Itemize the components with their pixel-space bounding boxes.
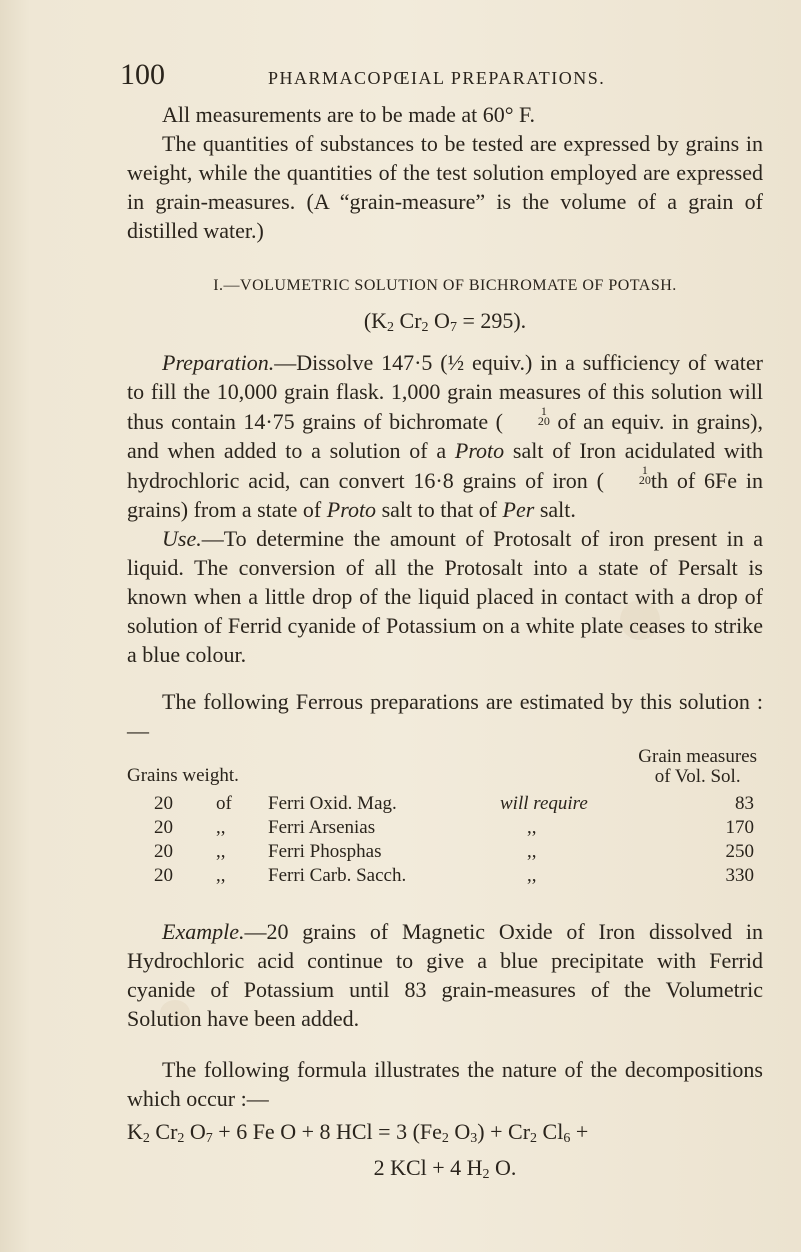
page-header bbox=[120, 58, 760, 92]
use-paragraph: Use.—To determine the amount of Protosalt of iron present in a liquid. The conversion of all the Protosalt into a state of Persalt is known when a little drop of the liquid placed in contact with a drop of solution of Ferrid cyanide of Potassium on a white plate ceases to strike a blue colour. bbox=[127, 526, 763, 667]
preparation-paragraph: Preparation.—Dissolve 147·5 (½ equiv.) in a sufficiency of water to fill the 10,000 grain flask. 1,000 grain measures of this solution will thus contain 14·75 grains of bichromate ( 1 20 of an equiv. in grains), and when added to a solution of a Proto salt of Iron acidulated with hydrochloric acid, can convert 16·8 grains of iron ( 1 20 th of 6Fe in grains) from a state of Proto salt to that of Per salt. bbox=[127, 350, 763, 522]
preparations-table bbox=[127, 747, 763, 917]
formula-intro: The following formula illustrates the nature of the decompositions which occur :— bbox=[127, 1057, 763, 1111]
equation-line-2: 2 KCl + 4 $H_2$ O. bbox=[373, 1155, 517, 1182]
fraction: 1 20 bbox=[638, 463, 651, 487]
equation-line-1: $K_2$ $Cr_2$ $O_7 + 6$ Fe O + 8 HCl = 3 ($Fe_2$ $O_3) + Cr_2$ $Cl_6$ + bbox=[127, 1119, 589, 1146]
use-label: Use. bbox=[162, 526, 202, 551]
following-paragraph: The following Ferrous preparations are estimated by this solution :— bbox=[127, 689, 763, 743]
running-title: PHARMACOPŒIAL PREPARATIONS. bbox=[268, 68, 606, 88]
table-row: 20 ,, Ferri Arsenias ,, 170 bbox=[154, 817, 754, 838]
page-number: 100 bbox=[120, 58, 165, 91]
page-body bbox=[127, 100, 763, 1189]
table-row: 20 ,, Ferri Carb. Sacch. ,, 330 bbox=[154, 865, 754, 886]
table-row: 20 ,, Ferri Phosphas ,, 250 bbox=[154, 841, 754, 862]
table-row: 20 of Ferri Oxid. Mag. will require 83 bbox=[154, 793, 754, 814]
intro-paragraph: The quantities of substances to be tested are expressed by grains in weight, while the quantities of the test solution employed are expressed in grain-measures. (A “grain-measure” is the volume of a grain of distilled water.) bbox=[127, 131, 763, 243]
intro-line: All measurements are to be made at 60° F. bbox=[162, 102, 535, 127]
section-title: I.—VOLUMETRIC SOLUTION OF BICHROMATE OF POTASH. bbox=[213, 277, 677, 294]
fraction: 1 20 bbox=[537, 404, 550, 428]
example-paragraph: Example.—20 grains of Magnetic Oxide of Iron dissolved in Hydrochloric acid continue to give a blue precipitate with Ferrid cyanide of Potassium until 83 grain-measures of the Volumetric Solution have been added. bbox=[127, 919, 763, 1031]
table-header-grains: Grains weight. bbox=[127, 765, 239, 786]
section-formula: ($K_2$ $Cr_2$ $O_7 = 295$). bbox=[363, 308, 527, 335]
table-header-measures: Grain measures of Vol. Sol. bbox=[638, 746, 757, 787]
preparation-label: Preparation. bbox=[162, 350, 275, 375]
example-label: Example. bbox=[162, 919, 245, 944]
